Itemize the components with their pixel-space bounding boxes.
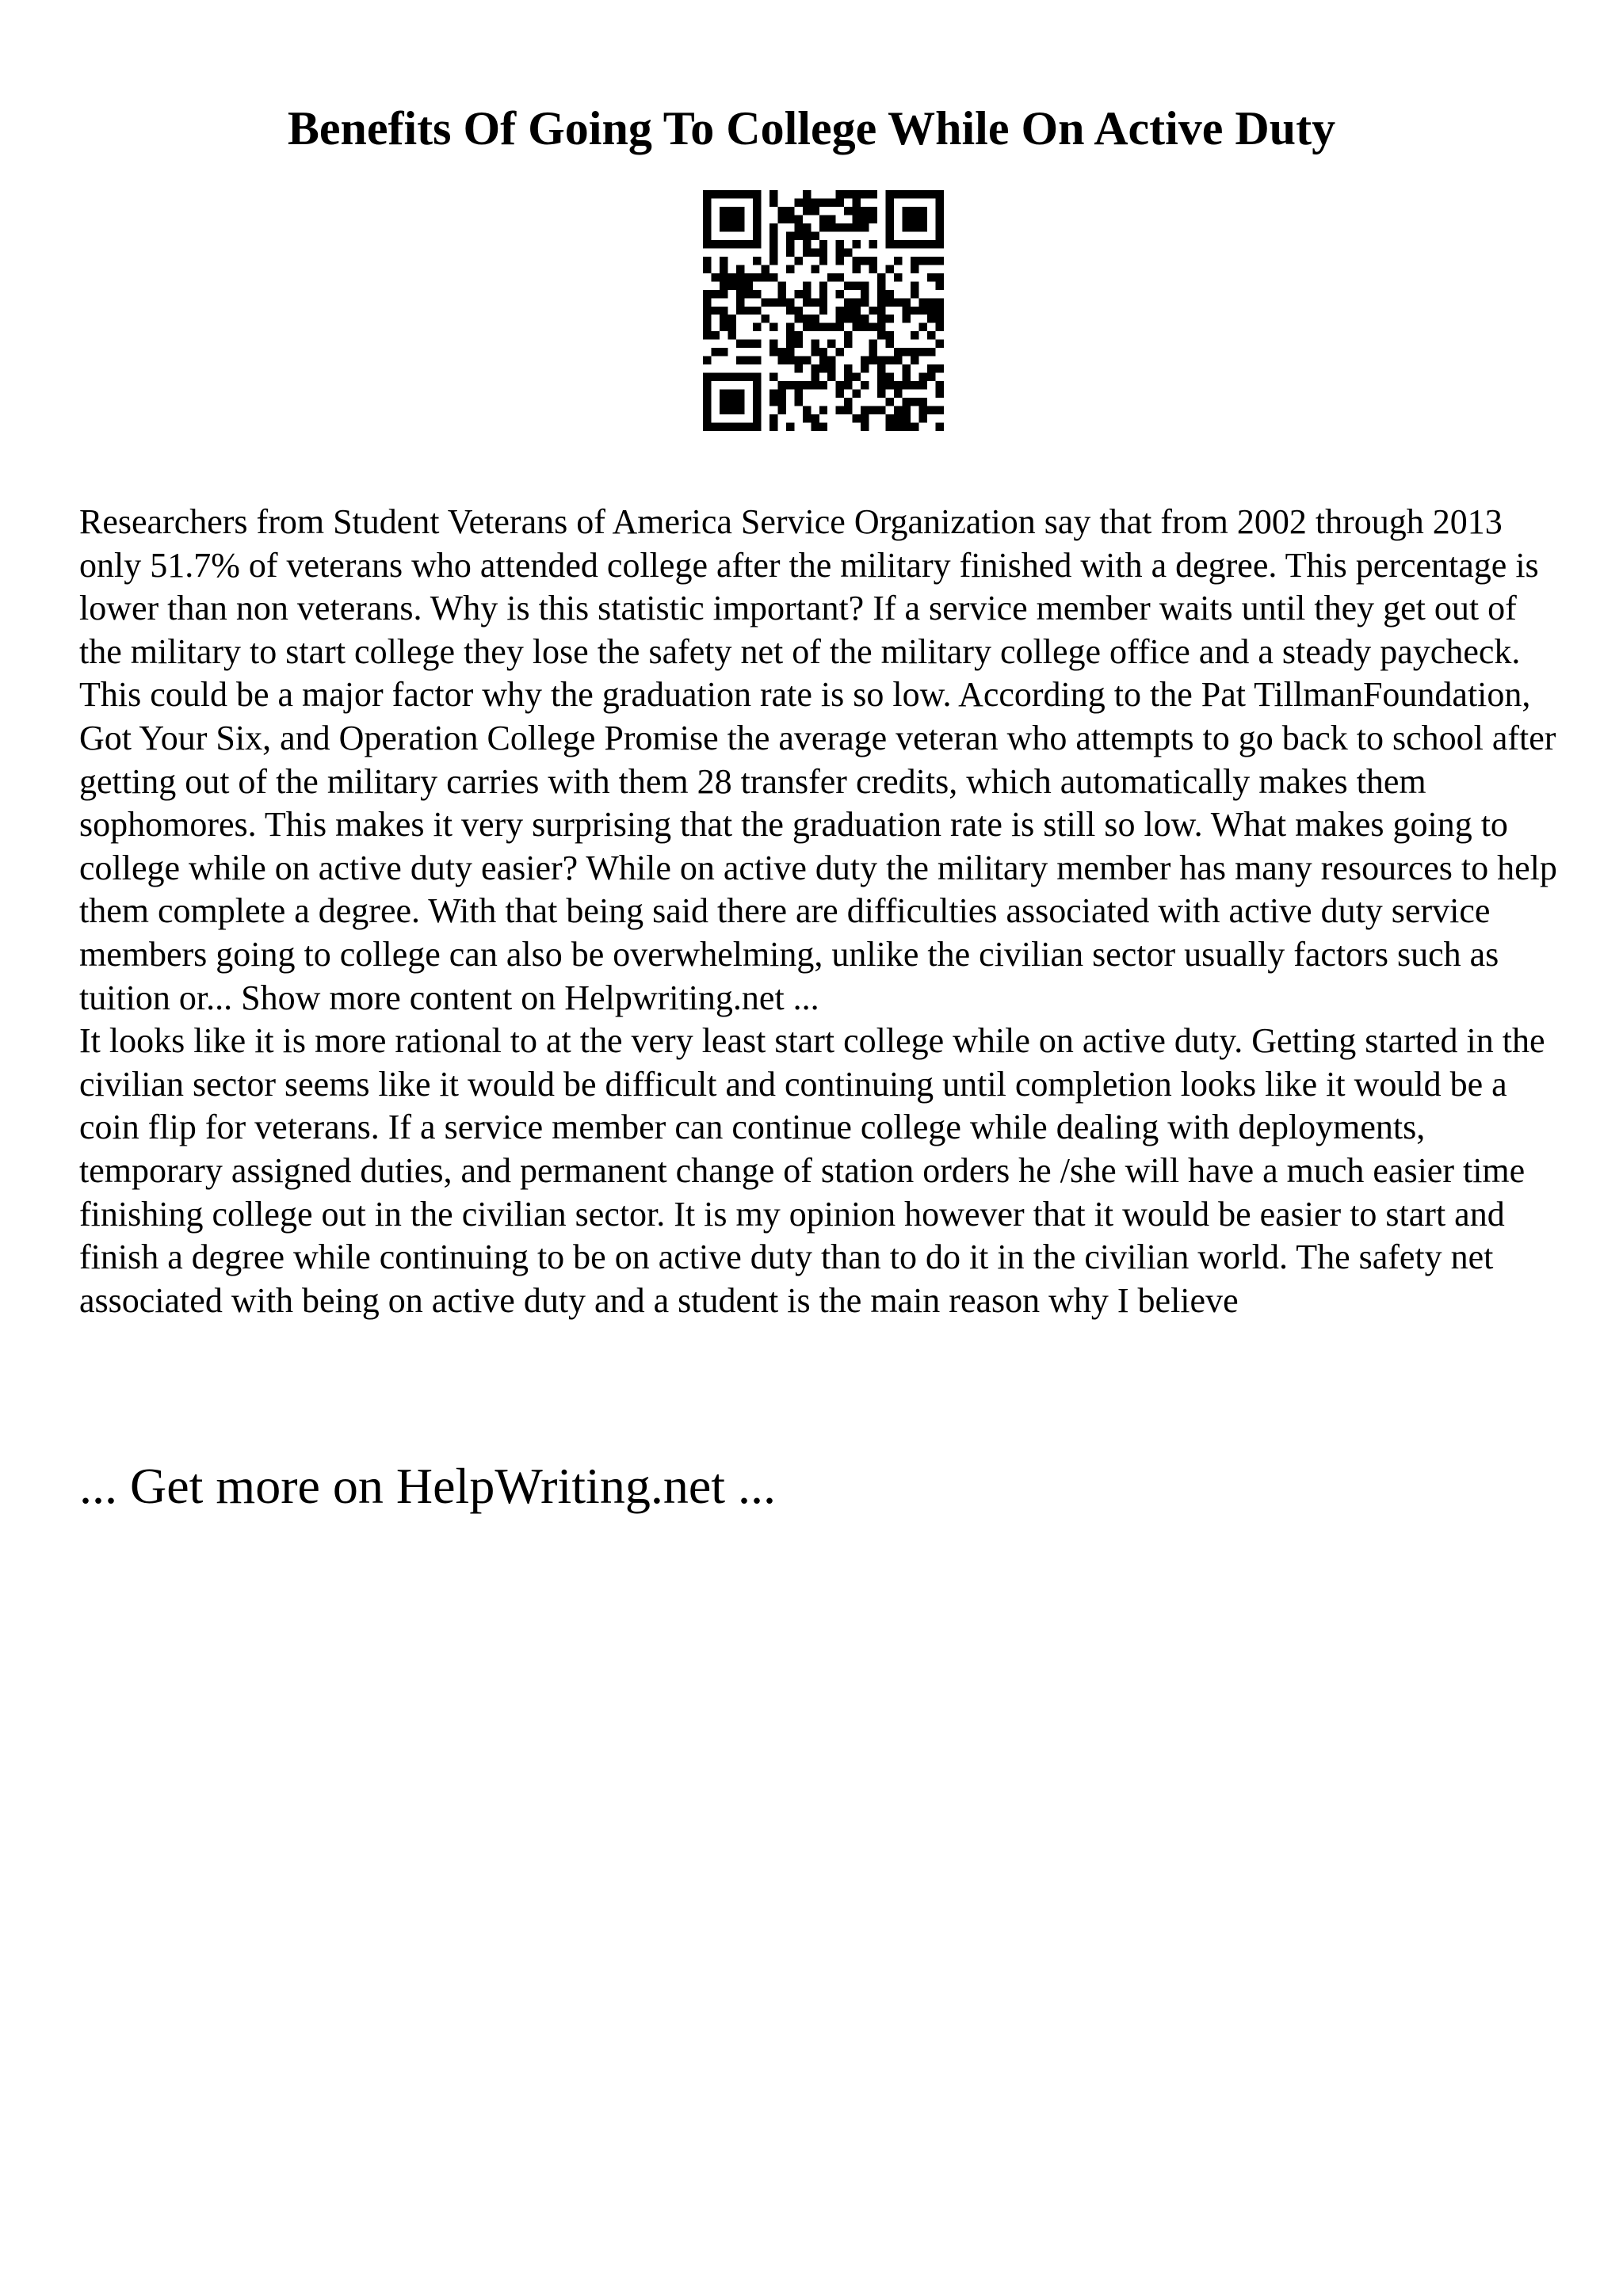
article-body bbox=[79, 501, 1561, 1322]
helpwriting-link[interactable]: ... Get more on HelpWriting.net ... bbox=[79, 1458, 776, 1514]
paragraph-2: It looks like it is more rational to at the very least start college while on active duty. Getting started in the civilian sector seems like it would be difficult and continuing until completion looks like it would be a coin flip for veterans. If a service member can continue college while dealing with deployments, temporary assigned duties, and permanent change of station orders he /she will have a much easier time finishing college out in the civilian sector. It is my opinion however that it would be easier to start and finish a degree while continuing to be on active duty than to do it in the civilian world. The safety net associated with being on active duty and a student is the main reason why I believe bbox=[79, 1021, 1545, 1320]
qr-code-icon[interactable] bbox=[703, 190, 944, 431]
paragraph-1: Researchers from Student Veterans of America Service Organization say that from 2002 through 2013 only 51.7% of veterans who attended college after the military finished with a degree. This percentage is lower than non veterans. Why is this statistic important? If a service member waits until they get out of the military to start college they lose the safety net of the military college office and a steady paycheck. This could be a major factor why the graduation rate is so low. According to the Pat TillmanFoundation, Got Your Six, and Operation College Promise the average veteran who attempts to go back to school after getting out of the military carries with them 28 transfer credits, which automatically makes them sophomores. This makes it very surprising that the graduation rate is still so low. What makes going to college while on active duty easier? While on active duty the military member has many resources to help them complete a degree. With that being said there are difficulties associated with active duty service members going to college can also be overwhelming, unlike the civilian sector usually factors such as tuition or... Show more content on Helpwriting.net ... bbox=[79, 502, 1557, 1017]
page-title: Benefits Of Going To College While On Active Duty bbox=[287, 102, 1336, 154]
qr-code-graphic bbox=[703, 190, 944, 431]
